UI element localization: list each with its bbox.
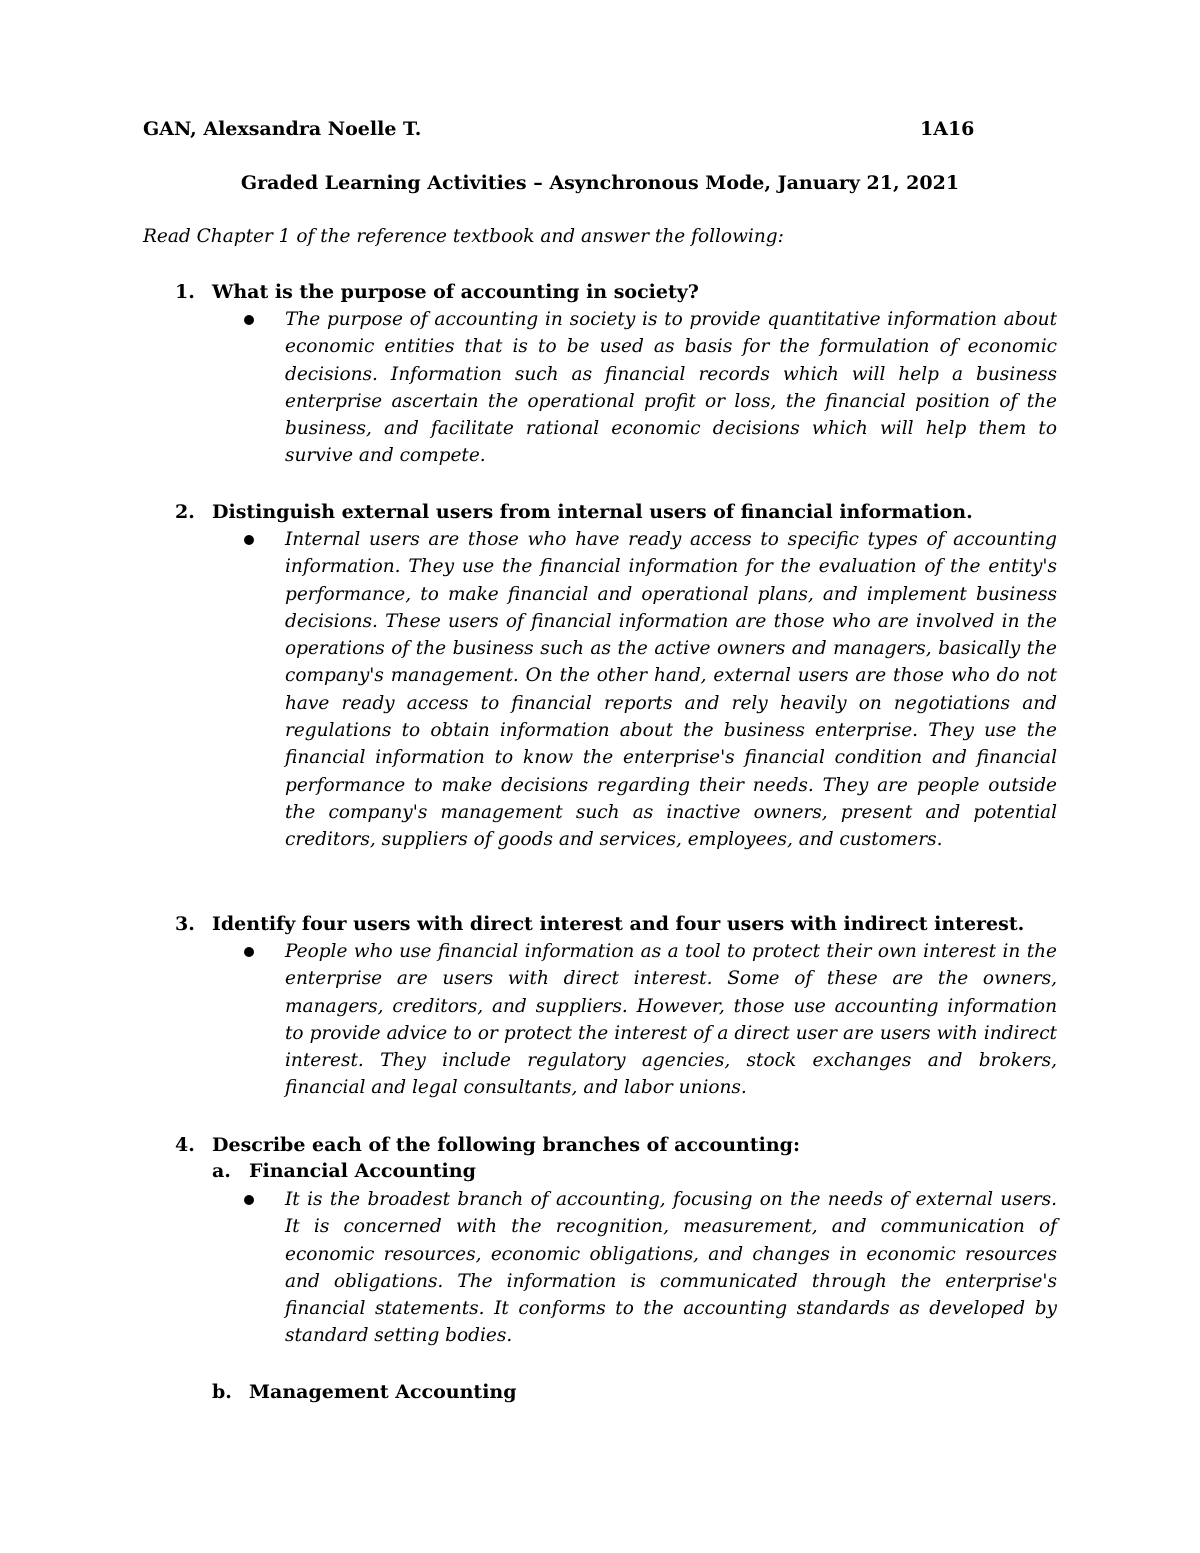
subitem-a-letter: a. xyxy=(212,1160,231,1182)
question-2-text: Distinguish external users from internal users of financial information. xyxy=(212,501,973,523)
question-1-number: 1. xyxy=(175,281,195,303)
bullet-icon xyxy=(244,1195,254,1205)
instruction-text: Read Chapter 1 of the reference textbook and answer the following: xyxy=(143,226,784,247)
bullet-icon xyxy=(244,535,254,545)
question-4-number: 4. xyxy=(175,1134,195,1156)
question-3-text: Identify four users with direct interest and four users with indirect interest. xyxy=(212,913,1025,935)
page-title: Graded Learning Activities – Asynchronous Mode, January 21, 2021 xyxy=(240,172,960,194)
subitem-b-text: Management Accounting xyxy=(249,1381,517,1403)
question-2-number: 2. xyxy=(175,501,195,523)
question-1-text: What is the purpose of accounting in society? xyxy=(212,281,699,303)
answer-4a: It is the broadest branch of accounting, focusing on the needs of external users. It is concerned with the recognition, measurement, and communication of economic resources, economic obligations, and changes in economic resources and obligations. The information is communicated through the enterprise's financial statements. It conforms to the accounting standards as developed by standard setting bodies. xyxy=(285,1189,1057,1347)
subitem-b-letter: b. xyxy=(212,1381,232,1403)
answer-1: The purpose of accounting in society is to provide quantitative information about economic entities that is to be used as basis for the formulation of economic decisions. Information such as financial records which will help a business enterprise ascertain the operational profit or loss, the financial position of the business, and facilitate rational economic decisions which will help them to survive and compete. xyxy=(285,309,1057,467)
answer-3: People who use financial information as a tool to protect their own interest in the enterprise are users with direct interest. Some of these are the owners, managers, creditors, and suppliers. However, those use accounting information to provide advice to or protect the interest of a direct user are users with indirect interest. They include regulatory agencies, stock exchanges and brokers, financial and legal consultants, and labor unions. xyxy=(285,941,1057,1099)
subitem-a-text: Financial Accounting xyxy=(249,1160,476,1182)
question-4-text: Describe each of the following branches of accounting: xyxy=(212,1134,800,1156)
bullet-icon xyxy=(244,315,254,325)
student-name: GAN, Alexsandra Noelle T. xyxy=(143,118,422,140)
section-code: 1A16 xyxy=(920,118,975,140)
answer-2: Internal users are those who have ready access to specific types of accounting information. They use the financial information for the evaluation of the entity's performance, to make financial and operational plans, and implement business decisions. These users of financial information are those who are involved in the operations of the business such as the active owners and managers, basically the company's management. On the other hand, external users are those who do not have ready access to financial reports and rely heavily on negotiations and regulations to obtain information about the business enterprise. They use the financial information to know the enterprise's financial condition and financial performance to make decisions regarding their needs. They are people outside the company's management such as inactive owners, present and potential creditors, suppliers of goods and services, employees, and customers. xyxy=(285,529,1057,851)
question-3-number: 3. xyxy=(175,913,195,935)
bullet-icon xyxy=(244,947,254,957)
